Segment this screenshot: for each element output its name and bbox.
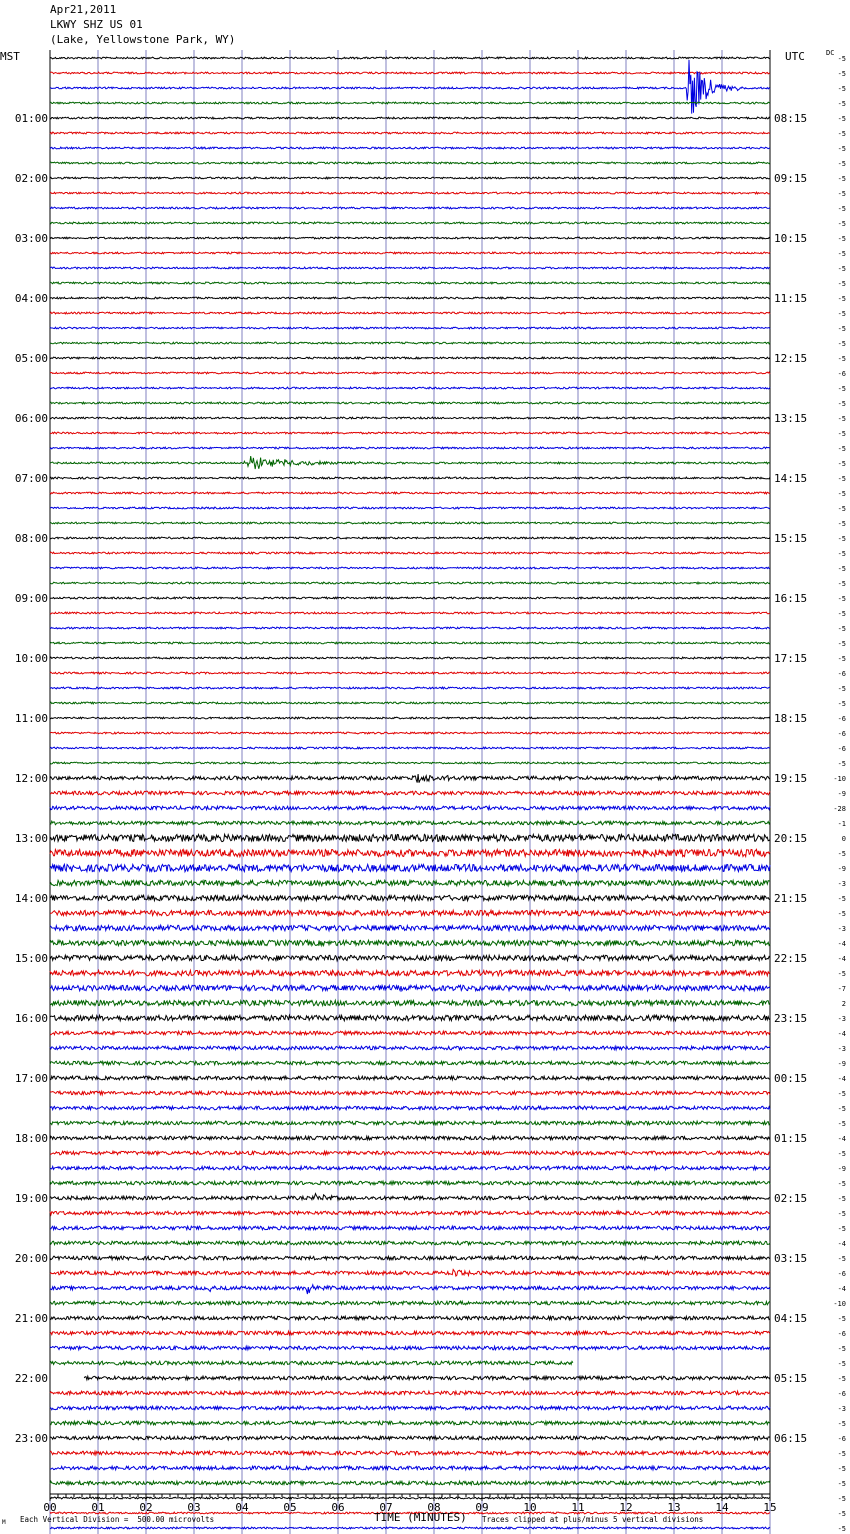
dc-offset-value: -5 [837,1360,846,1368]
dc-offset-value: -5 [837,115,846,123]
trace-row [50,1497,770,1499]
dc-offset-value: -5 [837,595,846,603]
station-code: LKWY SHZ US 01 [50,18,143,31]
trace-row [50,537,770,539]
trace-row [50,57,770,59]
trace-row [50,132,770,134]
trace-row [50,985,770,990]
dc-offset-value: -3 [837,925,846,933]
trace-row [50,1346,770,1350]
trace-row [50,1106,770,1110]
corner-mark: M [2,1519,6,1526]
dc-offset-value: -9 [837,790,846,798]
left-hour-label: 16:00 [14,1012,48,1025]
dc-offset-value: -3 [837,1015,846,1023]
left-hour-label: 05:00 [14,352,48,365]
dc-offset-value: -10 [833,775,846,783]
trace-row [50,357,770,359]
left-hour-label: 17:00 [14,1072,48,1085]
dc-offset-value: 2 [841,1000,846,1008]
dc-offset-value: -5 [837,265,846,273]
dc-offset-value: -5 [837,415,846,423]
dc-offset-value: -5 [837,640,846,648]
trace-row [50,552,770,554]
dc-offset-value: -5 [837,565,846,573]
dc-offset-value: -3 [837,1405,846,1413]
dc-offset-value: -5 [837,1225,846,1233]
dc-offset-value: -5 [837,1345,846,1353]
right-hour-label: 06:15 [774,1432,808,1445]
trace-row [50,507,770,509]
trace-row [50,1301,770,1305]
dc-offset-value: -6 [837,1270,846,1278]
right-hour-label: 23:15 [774,1012,808,1025]
dc-offset-value: -5 [837,1420,846,1428]
trace-row [50,672,770,674]
left-hour-label: 23:00 [14,1432,48,1445]
x-tick-label: 13 [667,1501,681,1514]
trace-row [50,267,770,269]
trace-row [50,1391,770,1395]
x-tick-label: 02 [139,1501,153,1514]
trace-row [50,522,770,524]
left-hour-label: 18:00 [14,1132,48,1145]
trace-row [50,910,770,915]
right-hour-label: 22:15 [774,952,808,965]
trace-row [50,282,770,284]
dc-offset-value: -5 [837,910,846,918]
station-location: (Lake, Yellowstone Park, WY) [50,33,236,46]
dc-offset-value: -4 [837,955,846,963]
dc-offset-value: -5 [837,235,846,243]
dc-offset-value: -6 [837,1330,846,1338]
trace-row [50,1316,770,1320]
right-hour-label: 19:15 [774,772,808,785]
dc-offset-value: -5 [837,355,846,363]
left-timezone-label: MST [0,50,20,63]
dc-offset-value: -9 [837,865,846,873]
trace-row [50,102,770,104]
trace-row [50,1194,770,1201]
x-tick-label: 04 [235,1501,249,1514]
dc-offset-value: -5 [837,850,846,858]
dc-offset-value: -5 [837,1525,846,1533]
trace-row [50,1061,770,1065]
trace-row [50,1361,573,1365]
trace-row [50,849,770,856]
trace-row [50,940,770,945]
trace-row [50,567,770,569]
trace-row [50,791,770,795]
dc-offset-value: -5 [837,1120,846,1128]
left-hour-label: 03:00 [14,232,48,245]
x-tick-label: 05 [283,1501,297,1514]
dc-offset-value: -5 [837,1180,846,1188]
dc-offset-value: -5 [837,55,846,63]
x-tick-label: 09 [475,1501,489,1514]
dc-offset-value: -5 [837,250,846,258]
clip-note: Traces clipped at plus/minus 5 vertical divisions [482,1515,704,1524]
trace-row [50,657,770,659]
trace-row [50,252,770,254]
right-hour-label: 15:15 [774,532,808,545]
trace-row [50,1466,770,1470]
dc-offset-value: -5 [837,1465,846,1473]
dc-offset-value: -5 [837,1315,846,1323]
right-hour-label: 09:15 [774,172,808,185]
right-hour-label: 03:15 [774,1252,808,1265]
trace-row [84,1376,770,1380]
trace-row [50,1046,770,1050]
dc-offset-value: -5 [837,490,846,498]
trace-row [50,925,770,930]
dc-offset-value: -6 [837,370,846,378]
trace-row [50,1436,770,1440]
dc-offset-value: -5 [837,1495,846,1503]
plot-date: Apr21,2011 [50,3,117,16]
left-hour-label: 04:00 [14,292,48,305]
dc-offset-value: -5 [837,520,846,528]
trace-row [50,162,770,164]
dc-offset-value: -9 [837,1165,846,1173]
trace-row [50,1121,770,1125]
trace-row [50,1285,770,1294]
dc-offset-value: -5 [837,130,846,138]
dc-offset-value: -5 [837,550,846,558]
dc-offset-value: -5 [837,760,846,768]
dc-offset-value: -4 [837,1075,846,1083]
dc-offset-value: -4 [837,1135,846,1143]
dc-offset-value: -5 [837,340,846,348]
dc-offset-value: -9 [837,1060,846,1068]
trace-row [50,1226,770,1230]
trace-row [50,447,770,449]
x-tick-label: 07 [379,1501,393,1514]
dc-offset-value: 0 [841,835,846,843]
left-hour-label: 14:00 [14,892,48,905]
dc-offset-value: -4 [837,1030,846,1038]
dc-offset-value: -5 [837,310,846,318]
dc-offset-header: DC [826,49,835,57]
dc-offset-value: -28 [833,805,846,813]
x-tick-label: 15 [763,1501,777,1514]
left-hour-label: 02:00 [14,172,48,185]
dc-offset-value: -1 [837,820,846,828]
trace-row [50,177,770,179]
left-hour-label: 06:00 [14,412,48,425]
trace-row [50,312,770,314]
dc-offset-value: -5 [837,685,846,693]
left-hour-label: 12:00 [14,772,48,785]
dc-offset-value: -5 [837,625,846,633]
trace-row [50,732,770,734]
dc-offset-value: -5 [837,295,846,303]
trace-row [50,432,770,434]
trace-row [50,1241,770,1245]
trace-row [50,207,770,209]
trace-row [50,1091,770,1095]
trace-row [50,582,770,584]
trace-row [50,147,770,149]
trace-row [50,1451,770,1455]
trace-row [50,806,770,810]
dc-offset-value: -5 [837,1210,846,1218]
dc-offset-value: -5 [837,610,846,618]
trace-row [50,612,770,614]
trace-row [50,895,770,900]
right-hour-label: 02:15 [774,1192,808,1205]
dc-offset-value: -5 [837,70,846,78]
dc-offset-value: -5 [837,220,846,228]
dc-offset-value: -5 [837,205,846,213]
dc-offset-value: -5 [837,1450,846,1458]
right-hour-label: 16:15 [774,592,808,605]
x-tick-label: 12 [619,1501,633,1514]
dc-offset-value: -5 [837,100,846,108]
right-hour-label: 12:15 [774,352,808,365]
x-tick-label: 01 [91,1501,105,1514]
right-hour-label: 05:15 [774,1372,808,1385]
dc-offset-value: -5 [837,535,846,543]
trace-row [50,387,770,389]
dc-offset-value: -5 [837,385,846,393]
dc-offset-value: -4 [837,1285,846,1293]
dc-offset-value: -5 [837,1480,846,1488]
left-hour-label: 20:00 [14,1252,48,1265]
x-tick-label: 08 [427,1501,441,1514]
trace-row [50,774,770,783]
dc-offset-value: -5 [837,460,846,468]
dc-offset-value: -5 [837,280,846,288]
trace-row [50,747,770,749]
right-hour-label: 08:15 [774,112,808,125]
dc-offset-value: -5 [837,1195,846,1203]
trace-row [50,1421,770,1425]
x-tick-label: 06 [331,1501,345,1514]
right-hour-label: 11:15 [774,292,808,305]
dc-offset-value: -7 [837,985,846,993]
trace-row [50,1000,770,1005]
trace-row [50,1076,770,1080]
trace-row [50,1270,770,1277]
dc-offset-value: -6 [837,730,846,738]
dc-offset-value: -5 [837,175,846,183]
right-hour-label: 18:15 [774,712,808,725]
dc-offset-value: -5 [837,700,846,708]
x-axis-title: TIME (MINUTES) [374,1511,467,1524]
dc-offset-value: -5 [837,1510,846,1518]
left-hour-label: 08:00 [14,532,48,545]
trace-row [50,117,770,119]
trace-row [50,597,770,599]
trace-row [50,762,770,764]
trace-row [50,1151,770,1155]
trace-row [50,372,770,374]
dc-offset-value: -5 [837,445,846,453]
trace-row [50,477,770,479]
x-tick-label: 10 [523,1501,537,1514]
trace-row [50,1015,770,1020]
dc-offset-value: -6 [837,1390,846,1398]
right-hour-label: 04:15 [774,1312,808,1325]
trace-row [50,60,770,114]
trace-row [50,237,770,239]
trace-row [50,1527,770,1529]
trace-row [50,627,770,629]
dc-offset-value: -5 [837,655,846,663]
dc-offset-value: -5 [837,475,846,483]
left-hour-label: 19:00 [14,1192,48,1205]
dc-offset-value: -5 [837,895,846,903]
trace-row [50,1031,770,1035]
dc-offset-value: -5 [837,1105,846,1113]
dc-offset-value: -5 [837,190,846,198]
trace-row [50,72,770,74]
trace-row [50,297,770,299]
right-timezone-label: UTC [785,50,805,63]
dc-offset-value: -5 [837,325,846,333]
trace-row [50,1406,770,1410]
left-hour-label: 21:00 [14,1312,48,1325]
trace-row [50,327,770,329]
dc-offset-value: -6 [837,1435,846,1443]
trace-row [50,970,770,975]
dc-offset-value: -10 [833,1300,846,1308]
dc-offset-value: -3 [837,880,846,888]
trace-row [50,402,770,404]
right-hour-label: 17:15 [774,652,808,665]
trace-row [50,222,770,224]
dc-offset-value: -5 [837,145,846,153]
left-hour-label: 15:00 [14,952,48,965]
trace-row [50,456,770,469]
trace-row [50,1331,770,1335]
trace-row [50,821,770,825]
trace-row [50,642,770,644]
trace-row [50,342,770,344]
dc-offset-value: -5 [837,1090,846,1098]
trace-row [50,1181,770,1185]
trace-row [50,1136,770,1140]
dc-offset-value: -5 [837,505,846,513]
trace-row [50,717,770,719]
trace-row [50,955,770,960]
trace-row [50,1481,770,1485]
x-tick-label: 11 [571,1501,585,1514]
trace-row [50,192,770,194]
right-hour-label: 14:15 [774,472,808,485]
dc-offset-value: -5 [837,430,846,438]
trace-row [50,417,770,419]
left-hour-label: 22:00 [14,1372,48,1385]
right-hour-label: 20:15 [774,832,808,845]
dc-offset-value: -5 [837,400,846,408]
dc-offset-value: -5 [837,1375,846,1383]
dc-offset-value: -5 [837,580,846,588]
trace-row [50,1166,770,1170]
right-hour-label: 00:15 [774,1072,808,1085]
trace-row [50,864,770,871]
left-hour-label: 13:00 [14,832,48,845]
dc-offset-value: -5 [837,1150,846,1158]
right-hour-label: 13:15 [774,412,808,425]
dc-offset-value: -6 [837,670,846,678]
dc-offset-value: -5 [837,85,846,93]
left-hour-label: 01:00 [14,112,48,125]
trace-row [50,492,770,494]
trace-row [50,1211,770,1215]
dc-offset-value: -6 [837,715,846,723]
trace-row [50,834,770,841]
dc-offset-value: -5 [837,160,846,168]
left-hour-label: 09:00 [14,592,48,605]
trace-row [50,687,770,689]
right-hour-label: 10:15 [774,232,808,245]
dc-offset-value: -5 [837,970,846,978]
right-hour-label: 01:15 [774,1132,808,1145]
trace-row [50,702,770,704]
dc-offset-value: -6 [837,745,846,753]
left-hour-label: 07:00 [14,472,48,485]
trace-row [50,1256,770,1260]
dc-offset-value: -4 [837,940,846,948]
right-hour-label: 21:15 [774,892,808,905]
scale-note: Each Vertical Division = 500.00 microvolts [20,1515,215,1524]
x-tick-label: 14 [715,1501,729,1514]
x-tick-label: 03 [187,1501,201,1514]
trace-row [50,880,770,885]
left-hour-label: 10:00 [14,652,48,665]
left-hour-label: 11:00 [14,712,48,725]
x-tick-label: 00 [43,1501,57,1514]
dc-offset-value: -5 [837,1255,846,1263]
dc-offset-value: -4 [837,1240,846,1248]
dc-offset-value: -3 [837,1045,846,1053]
